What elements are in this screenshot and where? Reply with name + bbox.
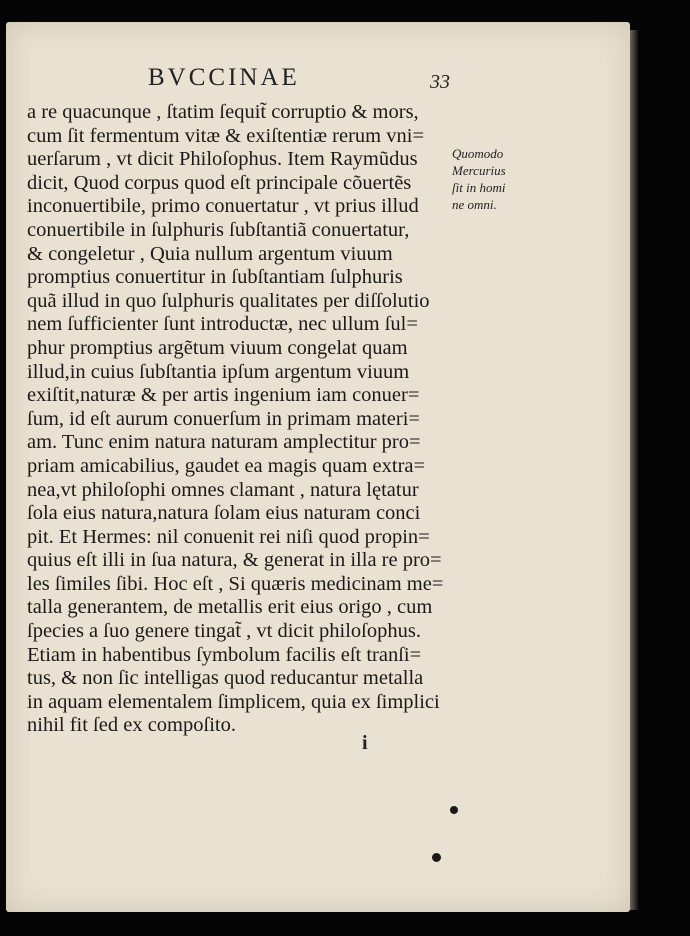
body-line: ſum, id eſt aurum conuerſum in primam materi=: [27, 407, 420, 430]
body-line: conuertibile in ſulphuris ſubſtantiã conuertatur,: [27, 218, 410, 241]
body-line: am. Tunc enim natura naturam amplectitur pro=: [27, 431, 421, 454]
body-line: les ſimiles ſibi. Hoc eſt , Si quæris medicinam me=: [27, 572, 444, 595]
body-line: quius eſt illi in ſua natura, & generat in illa re pro=: [27, 549, 442, 572]
marginal-note-line: Mercurius: [452, 163, 506, 178]
body-line: illud,in cuius ſubſtantia ipſum argentum viuum: [27, 360, 410, 383]
body-line: & congeletur , Quia nullum argentum viuum: [27, 242, 393, 265]
ink-spot: [432, 853, 441, 862]
body-line: a re quacunque , ſtatim ſequit̃ corruptio & mors,: [27, 101, 419, 123]
body-line: phur promptius argẽtum viuum congelat quam: [27, 336, 408, 359]
body-text: [27, 101, 445, 738]
marginal-note-line: ne omni.: [452, 197, 497, 212]
body-line: in aquam elementalem ſimplicem, quia ex ſimplici: [27, 690, 440, 713]
body-line: inconuertibile, primo conuertatur , vt prius illud: [27, 195, 419, 218]
body-line: cum ſit fermentum vitæ & exiſtentiæ rerum vni=: [27, 124, 425, 147]
ink-spot: [450, 806, 458, 814]
marginal-note-line: Quomodo: [452, 146, 504, 161]
body-line: pit. Et Hermes: nil conuenit rei niſi quod propin=: [27, 525, 430, 548]
body-line: talla generantem, de metallis erit eius origo , cum: [27, 596, 433, 619]
body-line: nem ſufficienter ſunt introductæ, nec ullum ſul=: [27, 313, 418, 336]
marginal-note: [452, 145, 532, 213]
body-line: uerſarum , vt dicit Philoſophus. Item Raymũdus: [27, 148, 418, 171]
marginal-note-line: ſit in homi: [452, 180, 506, 195]
body-line: nihil fit ſed ex compoſito.: [27, 714, 236, 737]
body-line: ſpecies a ſuo genere tingat̃ , vt dicit philoſophus.: [27, 620, 421, 643]
body-line: exiſtit,naturæ & per artis ingenium iam conuer=: [27, 384, 420, 407]
running-head: BVCCINAE: [148, 64, 300, 91]
body-line: quã illud in quo ſulphuris qualitates per diſſolutio: [27, 289, 430, 312]
body-line: priam amicabilius, gaudet ea magis quam extra=: [27, 454, 426, 477]
page-number: 33: [430, 71, 450, 93]
body-line: tus, & non ſic intelligas quod reducantur metalla: [27, 667, 424, 690]
body-line: dicit, Quod corpus quod eſt principale cõuertẽs: [27, 171, 412, 194]
body-line: nea,vt philoſophi omnes clamant , natura lętatur: [27, 478, 419, 501]
signature-mark: i: [362, 732, 368, 754]
page-edge: [630, 30, 638, 910]
body-line: promptius conuertitur in ſubſtantiam ſulphuris: [27, 266, 403, 289]
body-line: Etiam in habentibus ſymbolum facilis eſt tranſi=: [27, 643, 422, 666]
body-line: ſola eius natura,natura ſolam eius naturam conci: [27, 502, 421, 525]
